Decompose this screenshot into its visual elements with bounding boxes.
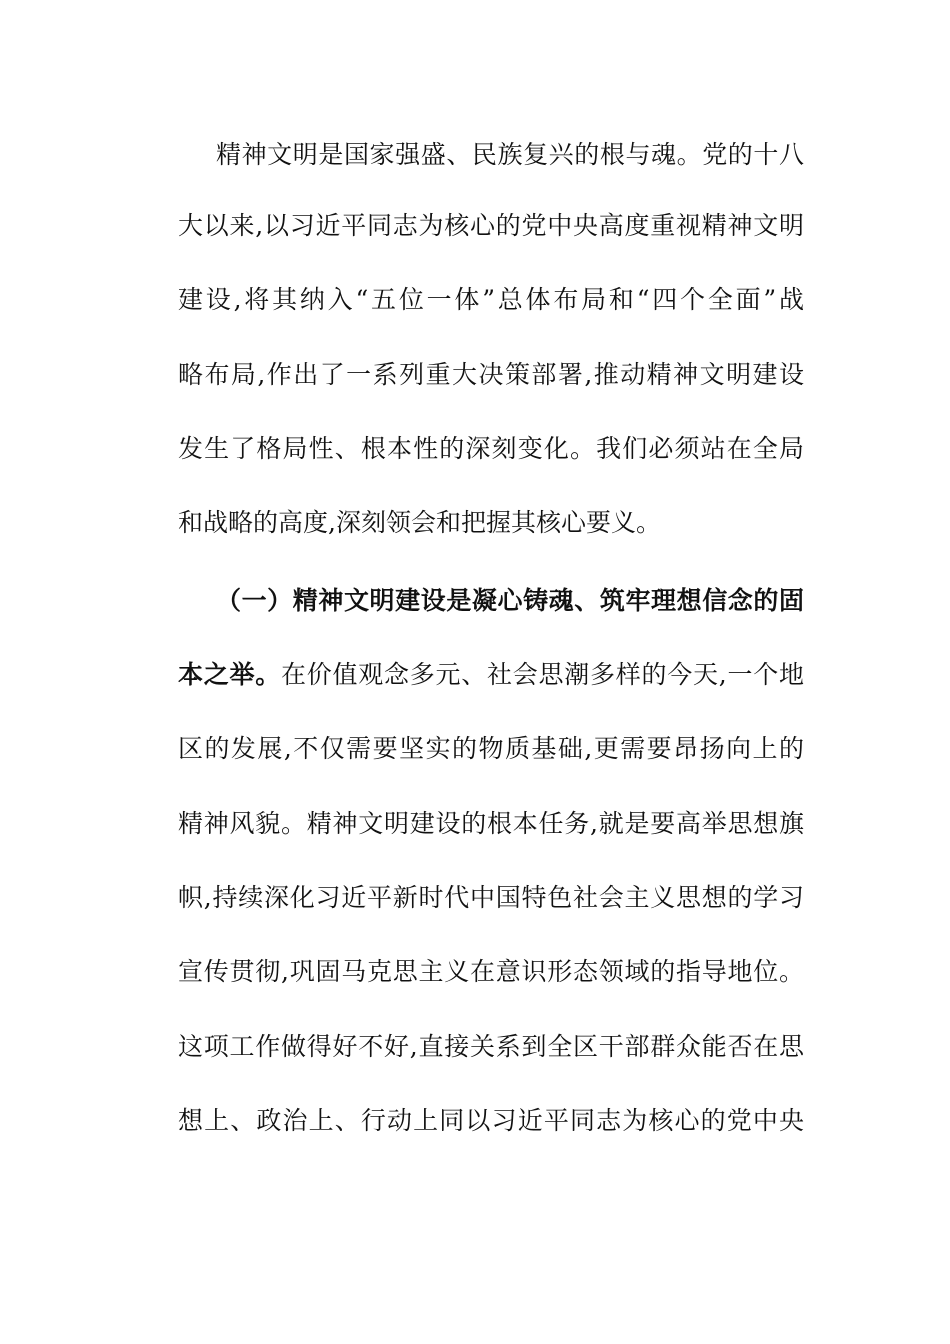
paragraph-2-line-5: 帜,持续深化习近平新时代中国特色社会主义思想的学习 xyxy=(178,883,804,912)
paragraph-1-line-4: 略布局,作出了一系列重大决策部署,推动精神文明建设 xyxy=(178,360,804,389)
paragraph-2-line-2-text: 在价值观念多元、社会思潮多样的今天,一个地 xyxy=(281,660,804,689)
paragraph-2-line-6: 宣传贯彻,巩固马克思主义在意识形态领域的指导地位。 xyxy=(178,957,804,986)
paragraph-2-line-7: 这项工作做得好不好,直接关系到全区干部群众能否在思 xyxy=(178,1032,804,1061)
paragraph-1-line-1: 精神文明是国家强盛、民族复兴的根与魂。党的十八 xyxy=(216,140,804,169)
paragraph-2-line-4: 精神风貌。精神文明建设的根本任务,就是要高举思想旗 xyxy=(178,809,804,838)
paragraph-2-heading-line: （一）精神文明建设是凝心铸魂、筑牢理想信念的固 xyxy=(216,586,804,615)
paragraph-2-heading-end: 本之举。 xyxy=(178,660,282,689)
paragraph-2-line-2 xyxy=(178,655,804,695)
paragraph-2-line-8: 想上、政治上、行动上同以习近平同志为核心的党中央 xyxy=(178,1106,804,1135)
paragraph-1-line-2: 大以来,以习近平同志为核心的党中央高度重视精神文明 xyxy=(178,211,804,240)
paragraph-1-line-3: 建设,将其纳入“五位一体”总体布局和“四个全面”战 xyxy=(178,285,804,314)
paragraph-2-line-3: 区的发展,不仅需要坚实的物质基础,更需要昂扬向上的 xyxy=(178,734,804,763)
paragraph-1-line-6: 和战略的高度,深刻领会和把握其核心要义。 xyxy=(178,508,661,537)
paragraph-1-line-5: 发生了格局性、根本性的深刻变化。我们必须站在全局 xyxy=(178,434,804,463)
